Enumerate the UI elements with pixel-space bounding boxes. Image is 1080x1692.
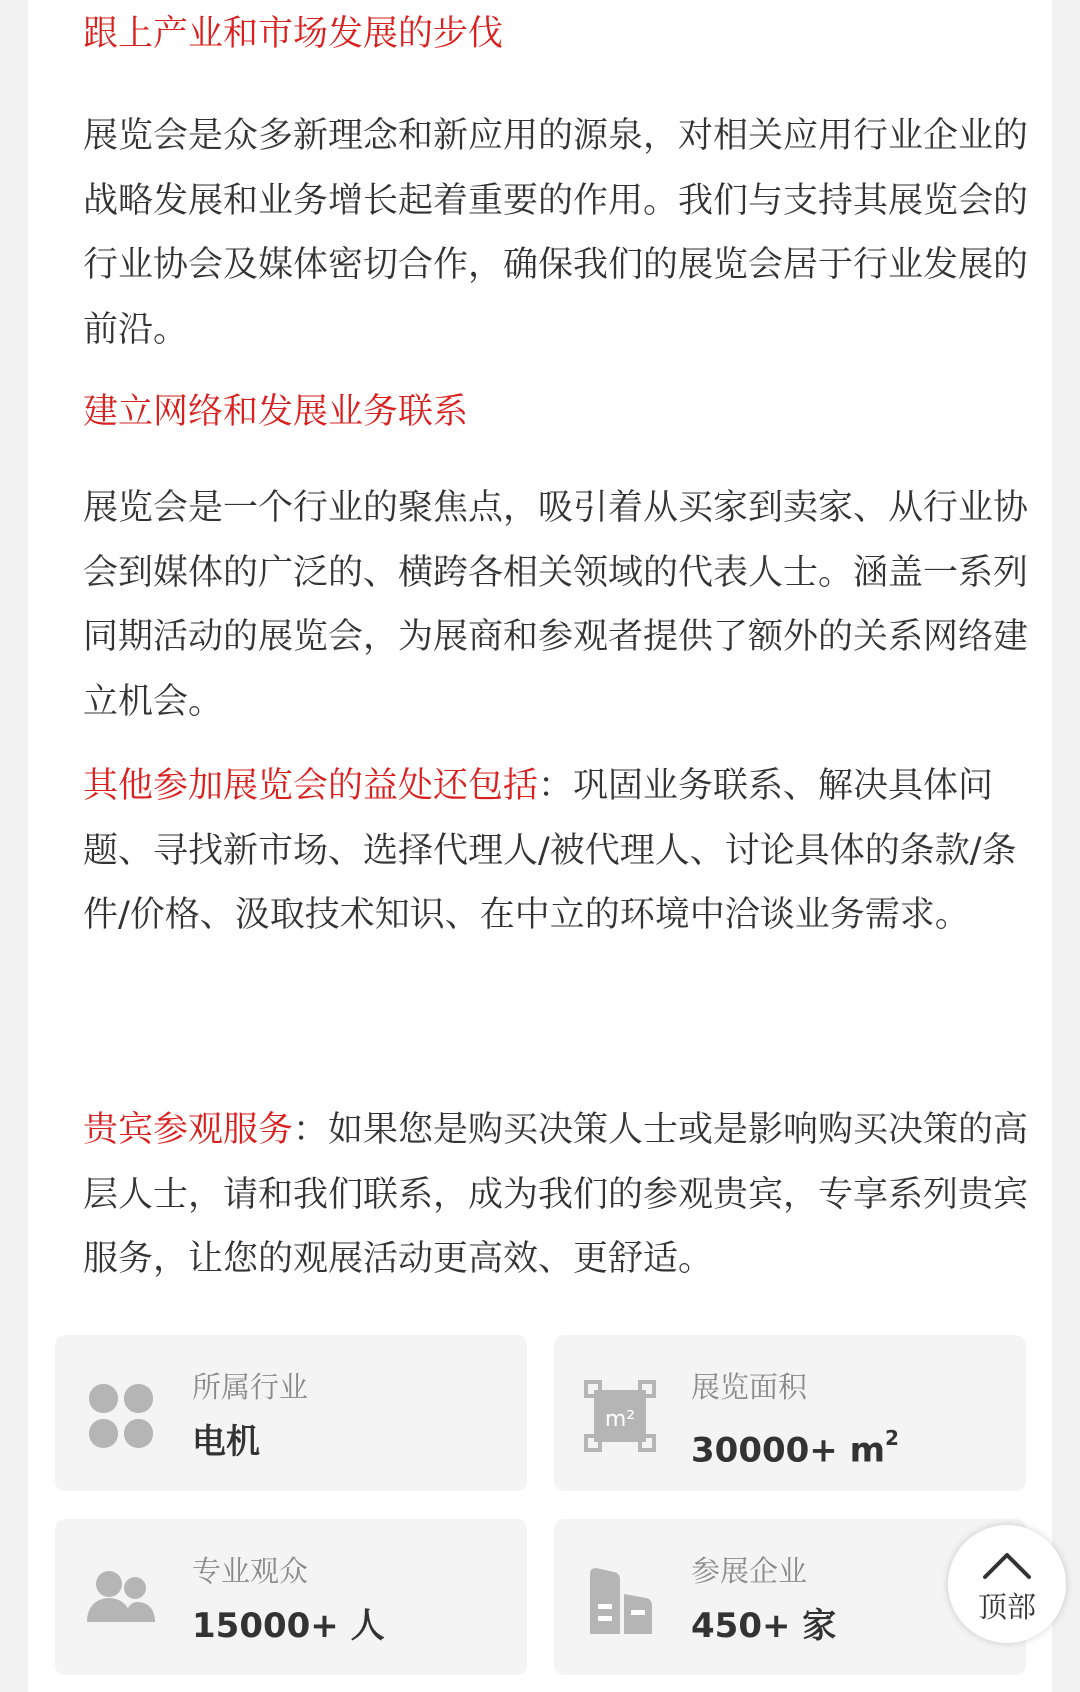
stat-label: 专业观众 (192, 1554, 309, 1588)
benefits-paragraph (83, 754, 1038, 948)
stat-value: $30000+ m^2$ (691, 1426, 899, 1471)
svg-text:m²: m² (604, 1407, 636, 1432)
section-body-network: 展览会是一个行业的聚焦点，吸引着从买家到卖家、从行业协会到媒体的广泛的、横跨各相关领域的代表人士。涵盖一系列同期活动的展览会，为展商和参观者提供了额外的关系网络建立机会。 (83, 488, 1029, 722)
section-heading-network: 建立网络和发展业务联系 (83, 392, 469, 432)
stat-label: 所属行业 (192, 1370, 309, 1404)
vip-label: 贵宾参观服务 (83, 1110, 294, 1150)
stat-tile-visitors (55, 1519, 527, 1675)
stat-label: 参展企业 (691, 1554, 808, 1588)
section-heading-industry: 跟上产业和市场发展的步伐 (83, 14, 504, 54)
stat-label: 展览面积 (691, 1370, 808, 1404)
stat-value: 电机 (192, 1422, 260, 1462)
content-card (28, 0, 1052, 1692)
vip-paragraph (83, 1098, 1038, 1292)
stat-tile-industry (55, 1335, 527, 1491)
back-to-top-label: 顶部 (977, 1590, 1036, 1624)
chevron-up-icon (981, 1547, 1033, 1581)
stat-value: 15000+ 人 (192, 1606, 385, 1646)
back-to-top-button[interactable] (948, 1525, 1066, 1643)
grid-icon (85, 1380, 157, 1452)
section-body-industry: 展览会是众多新理念和新应用的源泉，对相关应用行业企业的战略发展和业务增长起着重要的作用。我们与支持其展览会的行业协会及媒体密切合作，确保我们的展览会居于行业发展的前沿。 (83, 116, 1029, 350)
stat-tile-area (554, 1335, 1026, 1491)
stat-value: 450+ 家 (691, 1606, 837, 1646)
benefits-label: 其他参加展览会的益处还包括 (83, 766, 539, 806)
benefits-text: ：巩固业务联系、解决具体问题、寻找新市场、选择代理人/被代理人、讨论具体的条款/条件/价格、汲取技术知识、在中立的环境中洽谈业务需求。 (83, 766, 1017, 935)
users-icon (85, 1564, 157, 1636)
vip-text: ：如果您是购买决策人士或是影响购买决策的高层人士，请和我们联系，成为我们的参观贵宾，专享系列贵宾服务，让您的观展活动更高效、更舒适。 (83, 1110, 1029, 1279)
building-icon (584, 1564, 656, 1636)
area-icon (584, 1380, 656, 1452)
